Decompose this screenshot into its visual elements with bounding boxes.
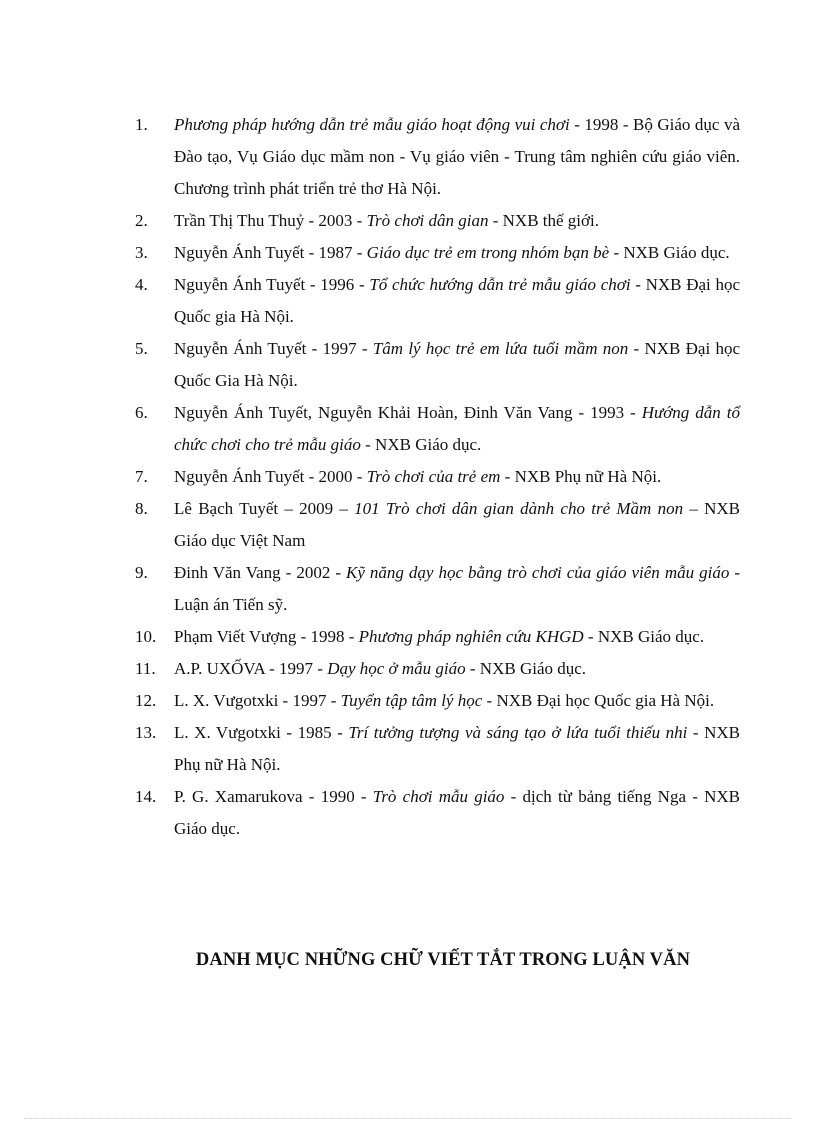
reference-item xyxy=(132,205,740,237)
reference-item xyxy=(132,493,740,557)
reference-item xyxy=(132,717,740,781)
reference-title: Hướng dẫn tổ chức chơi cho trẻ mẫu giáo xyxy=(174,403,740,454)
reference-item xyxy=(132,621,740,653)
reference-publisher: - dịch từ bảng tiếng Nga - NXB Giáo dục. xyxy=(174,787,740,838)
reference-publisher: - NXB Phụ nữ Hà Nội. xyxy=(174,723,740,774)
reference-title: Trò chơi dân gian xyxy=(366,211,489,230)
reference-title: Trí tưởng tượng và sáng tạo ở lứa tuổi thiếu nhi xyxy=(348,723,688,742)
reference-publisher: - NXB Giáo dục. xyxy=(583,627,705,646)
reference-publisher: - NXB Giáo dục. xyxy=(609,243,730,262)
reference-authors: L. X. Vưgotxki - 1985 - xyxy=(174,723,349,742)
reference-item xyxy=(132,333,740,397)
reference-number: 6. xyxy=(135,403,148,422)
reference-authors: Trần Thị Thu Thuỷ - 2003 - xyxy=(174,211,367,230)
reference-authors: Lê Bạch Tuyết – 2009 – xyxy=(174,499,355,518)
reference-title: Trò chơi mẫu giáo xyxy=(372,787,505,806)
reference-item xyxy=(132,685,740,717)
reference-number: 10. xyxy=(135,627,157,646)
reference-title: Kỹ năng dạy học bằng trò chơi của giáo viên mẫu giáo xyxy=(346,563,730,582)
reference-title: Giáo dục trẻ em trong nhóm bạn bè xyxy=(366,243,610,262)
reference-item xyxy=(132,397,740,461)
reference-title: Trò chơi của trẻ em xyxy=(366,467,501,486)
page-bottom-divider xyxy=(24,1118,792,1119)
reference-number: 14. xyxy=(135,787,157,806)
reference-publisher: – NXB Giáo dục Việt Nam xyxy=(174,499,740,550)
reference-title: Tâm lý học trẻ em lứa tuổi mầm non xyxy=(372,339,629,358)
reference-authors: P. G. Xamarukova - 1990 - xyxy=(174,787,373,806)
reference-title: Tổ chức hướng dẫn trẻ mẫu giáo chơi xyxy=(369,275,631,294)
reference-title: 101 Trò chơi dân gian dành cho trẻ Mầm non xyxy=(354,499,684,518)
reference-item xyxy=(132,557,740,621)
reference-item xyxy=(132,653,740,685)
reference-number: 7. xyxy=(135,467,148,486)
reference-number: 5. xyxy=(135,339,148,358)
reference-authors: Nguyễn Ánh Tuyết - 1997 - xyxy=(174,339,373,358)
reference-authors: Nguyễn Ánh Tuyết - 2000 - xyxy=(174,467,367,486)
reference-publisher: - NXB Giáo dục. xyxy=(360,435,482,454)
reference-number: 11. xyxy=(135,659,156,678)
reference-number: 1. xyxy=(135,115,148,134)
reference-number: 2. xyxy=(135,211,148,230)
reference-authors: Nguyễn Ánh Tuyết, Nguyễn Khải Hoàn, Đinh Văn Vang - 1993 - xyxy=(174,403,642,422)
reference-publisher: - Luận án Tiến sỹ. xyxy=(174,563,740,614)
reference-item xyxy=(132,781,740,845)
reference-authors: Đinh Văn Vang - 2002 - xyxy=(174,563,347,582)
reference-authors: L. X. Vưgotxki - 1997 - xyxy=(174,691,341,710)
reference-title: Tuyển tập tâm lý học xyxy=(340,691,483,710)
reference-authors: Nguyễn Ánh Tuyết - 1996 - xyxy=(174,275,370,294)
reference-title: Phương pháp hướng dẫn trẻ mẫu giáo hoạt động vui chơi xyxy=(174,115,570,134)
reference-number: 3. xyxy=(135,243,148,262)
section-heading: DANH MỤC NHỮNG CHỮ VIẾT TẮT TRONG LUẬN VĂN xyxy=(195,950,691,970)
reference-publisher: - NXB Giáo dục. xyxy=(465,659,587,678)
reference-publisher: - NXB thế giới. xyxy=(488,211,599,230)
reference-list xyxy=(132,109,740,845)
reference-number: 4. xyxy=(135,275,148,294)
reference-authors: Nguyễn Ánh Tuyết - 1987 - xyxy=(174,243,367,262)
reference-number: 12. xyxy=(135,691,157,710)
reference-publisher: - NXB Phụ nữ Hà Nội. xyxy=(500,467,662,486)
reference-publisher: - NXB Đại học Quốc Gia Hà Nội. xyxy=(174,339,740,390)
reference-title: Dạy học ở mẫu giáo xyxy=(327,659,466,678)
reference-title: Phương pháp nghiên cứu KHGD xyxy=(358,627,584,646)
reference-authors: A.P. UXỐVA - 1997 - xyxy=(174,659,328,678)
reference-number: 13. xyxy=(135,723,157,742)
reference-publisher: - NXB Đại học Quốc gia Hà Nội. xyxy=(174,275,740,326)
reference-item xyxy=(132,269,740,333)
reference-item xyxy=(132,237,740,269)
reference-publisher: - 1998 - Bộ Giáo dục và Đào tạo, Vụ Giáo dục mầm non - Vụ giáo viên - Trung tâm nghiên cứu giáo viên. Chương trình phát triển trẻ thơ Hà Nội. xyxy=(174,115,740,198)
reference-publisher: - NXB Đại học Quốc gia Hà Nội. xyxy=(482,691,715,710)
reference-item xyxy=(132,461,740,493)
reference-number: 9. xyxy=(135,563,148,582)
reference-authors: Phạm Viết Vượng - 1998 - xyxy=(174,627,359,646)
reference-number: 8. xyxy=(135,499,148,518)
reference-item xyxy=(132,109,740,205)
